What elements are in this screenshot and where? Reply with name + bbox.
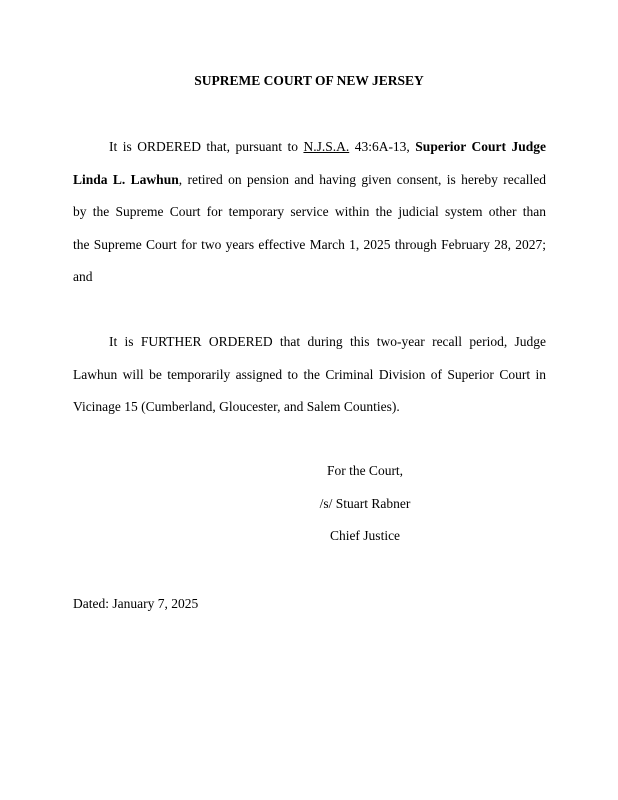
judge-name: Linda L. Lawhun [73, 171, 179, 187]
paragraph-2-line-1: It is FURTHER ORDERED that during this two-year recall period, Judge [109, 334, 546, 349]
order-paragraph-1 [73, 131, 546, 294]
paragraph-1-line-5: and [73, 269, 93, 284]
judge-court-label: Superior Court Judge [415, 139, 547, 154]
recall-text: , retired on pension and having given consent, is hereby recalled [178, 171, 546, 187]
paragraph-1-line-1 [73, 131, 546, 164]
paragraph-2-line-2: Lawhun will be temporarily assigned to the Criminal Division of Superior Court in [73, 366, 546, 382]
statute-section: 43:6A-13, [349, 139, 416, 154]
order-paragraph-2 [73, 326, 546, 424]
dated-line: Dated: January 7, 2025 [73, 596, 199, 611]
court-title: SUPREME COURT OF NEW JERSEY [194, 73, 424, 88]
paragraph-1-line-2 [73, 164, 546, 197]
order-prefix: It is ORDERED that, pursuant to [109, 139, 304, 154]
signature-block [300, 455, 430, 553]
paragraph-1-line-3: by the Supreme Court for temporary service within the judicial system other than [73, 204, 546, 219]
signature-title: Chief Justice [329, 528, 401, 543]
signature-name: /s/ Stuart Rabner [319, 495, 411, 511]
statute-reference: N.J.S.A. [303, 139, 350, 154]
paragraph-1-line-4: the Supreme Court for two years effective March 1, 2025 through February 28, 2027; [73, 236, 546, 252]
paragraph-2-line-3: Vicinage 15 (Cumberland, Gloucester, and Salem Counties). [73, 399, 400, 414]
signature-closing: For the Court, [326, 463, 404, 478]
